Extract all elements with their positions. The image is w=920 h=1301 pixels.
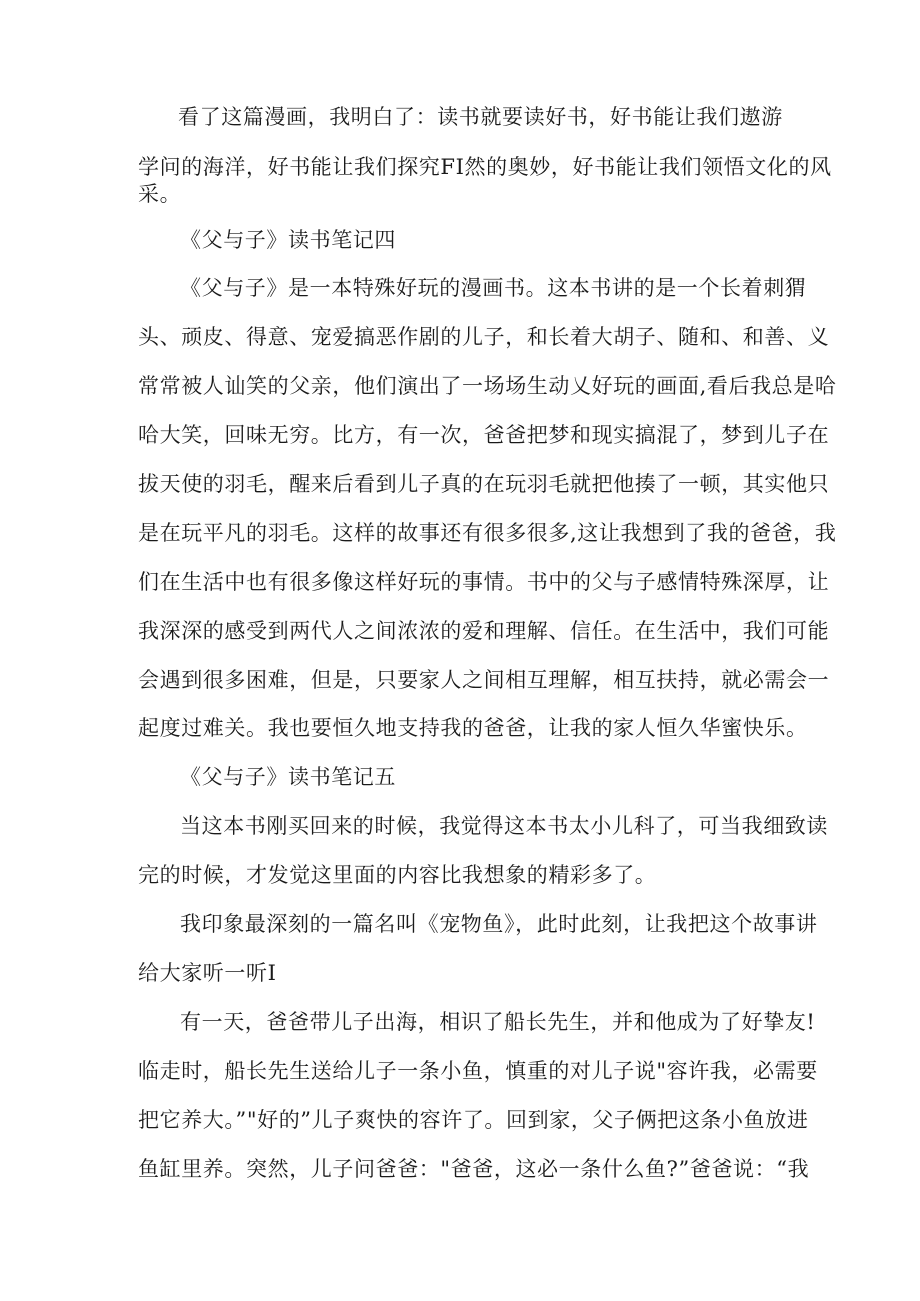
text-line: 学问的海洋，好书能让我们探究FI然的奥妙，好书能让我们领悟文化的风	[138, 155, 832, 179]
text-line: 把它养大。”"好的”儿子爽快的容许了。回到家，父子俩把这条小鱼放进	[138, 1108, 809, 1132]
text-line: 头、顽皮、得意、宠爱搞恶作剧的儿子，和长着大胡子、随和、和善、义	[138, 325, 830, 349]
text-line: 拔天使的羽毛，醒来后看到儿子真的在玩羽毛就把他揍了一顿，其实他只	[138, 472, 830, 496]
text-line: 我深深的感受到两代人之间浓浓的爱和理解、信任。在生活中，我们可能	[138, 619, 830, 643]
text-line: 我印象最深刻的一篇名叫《宠物鱼》，此时此刻，让我把这个故事讲	[180, 912, 818, 936]
text-line: 会遇到很多困难，但是，只要家人之间相互理解，相互扶持，就必需会一	[138, 668, 830, 692]
text-line: 临走时，船长先生送给儿子一条小鱼，慎重的对儿子说"容许我，必需要	[138, 1059, 818, 1083]
text-line: 是在玩平凡的羽毛。这样的故事还有很多很多,这让我想到了我的爸爸，我	[138, 521, 837, 545]
text-line: 给大家听一听I	[138, 961, 277, 985]
text-line: 看了这篇漫画，我明白了：读书就要读好书，好书能让我们遨游	[178, 105, 783, 129]
section-heading: 《父与子》读书笔记四	[180, 228, 396, 252]
text-line: 们在生活中也有很多像这样好玩的事情。书中的父与子感情特殊深厚，让	[138, 570, 830, 594]
text-line: 《父与子》是一本特殊好玩的漫画书。这本书讲的是一个长着刺猬	[180, 276, 807, 300]
text-line: 起度过难关。我也要恒久地支持我的爸爸，让我的家人恒久华蜜快乐。	[138, 716, 808, 740]
text-line: 采。	[138, 182, 182, 206]
text-line: 哈大笑，回味无穷。比方，有一次，爸爸把梦和现实搞混了，梦到儿子在	[138, 423, 830, 447]
text-line: 完的时候，才发觉这里面的内容比我想象的精彩多了。	[138, 863, 657, 887]
section-heading: 《父与子》读书笔记五	[180, 765, 396, 789]
text-line: 当这本书刚买回来的时候，我觉得这本书太小儿科了，可当我细致读	[180, 814, 828, 838]
text-line: 鱼缸里养。突然，儿子问爸爸："爸爸，这必一条什么鱼?”爸爸说：“我	[138, 1157, 810, 1181]
text-line: 有一天，爸爸带儿子出海，相识了船长先生，并和他成为了好挚友!	[180, 1010, 816, 1034]
text-line: 常常被人讪笑的父亲，他们演出了一场场生动乂好玩的画面,看后我总是哈	[138, 374, 837, 398]
